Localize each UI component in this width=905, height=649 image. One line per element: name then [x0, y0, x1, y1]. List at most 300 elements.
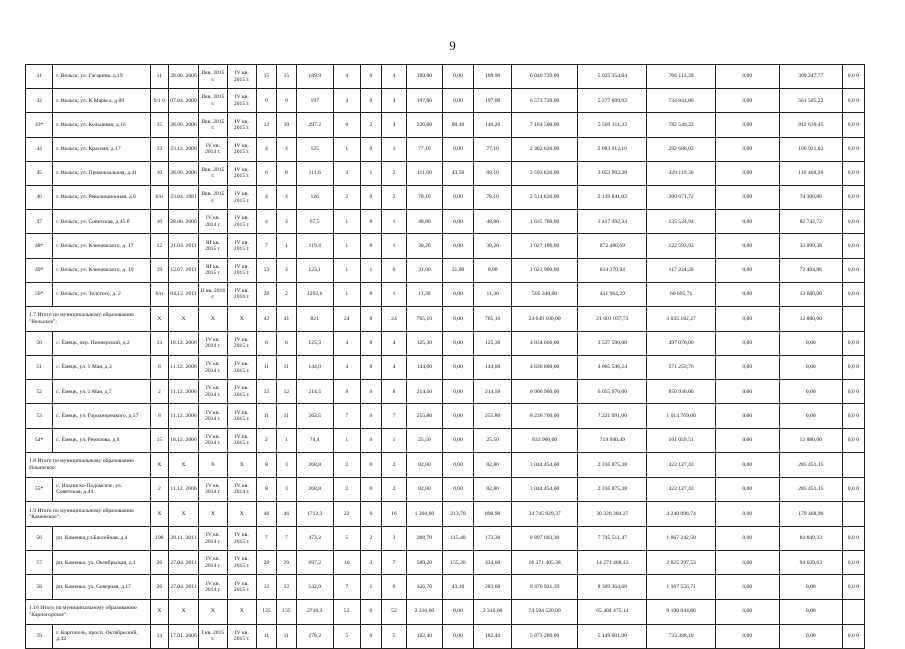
- table-cell: IV кв. 2015 г.: [227, 331, 256, 355]
- table-cell: 0,0 0: [842, 210, 864, 234]
- table-cell: X: [227, 306, 256, 331]
- table-cell: 1: [276, 428, 296, 452]
- table-cell: IIкв. 2015 г.: [199, 161, 227, 185]
- table-cell: 0,00: [715, 356, 779, 380]
- table-cell: 9: [256, 89, 276, 113]
- table-cell: 431 964,29: [578, 282, 647, 306]
- table-cell: 52: [333, 599, 360, 624]
- table-body: [26, 65, 865, 649]
- table-cell: 15: [256, 65, 276, 89]
- table-cell: 115,40: [442, 527, 474, 551]
- table-cell: 8: [333, 380, 360, 404]
- table-row: [26, 65, 865, 89]
- table-cell: 4: [276, 185, 296, 209]
- table-cell: 497 070,00: [647, 331, 715, 355]
- table-cell: 285 451,15: [779, 477, 842, 501]
- table-cell: 0: [360, 306, 381, 331]
- table-cell: 144,00: [407, 356, 443, 380]
- table-cell: 1: [360, 161, 381, 185]
- table-cell: 8: [150, 356, 168, 380]
- table-cell: 84 849,33: [779, 527, 842, 551]
- table-cell: 28.11. 2011: [168, 527, 198, 551]
- table-cell: 11,30: [407, 282, 443, 306]
- table-cell: 29: [256, 551, 276, 575]
- table-cell: 4: [256, 210, 276, 234]
- table-cell: 2 083 012,16: [578, 137, 647, 161]
- table-cell: 30,20: [474, 234, 512, 258]
- table-cell: 309 247,77: [779, 65, 842, 89]
- table-cell: IV кв. 2014 г.: [199, 477, 227, 501]
- table-cell: 6 055 970,00: [578, 380, 647, 404]
- table-cell: 21.04. 2011: [168, 234, 198, 258]
- table-cell: 0,00: [715, 210, 779, 234]
- table-cell: 821: [296, 306, 333, 331]
- table-row: [26, 527, 865, 551]
- table-row: [26, 428, 865, 452]
- table-cell: 0: [360, 404, 381, 428]
- table-cell: 1: [360, 258, 381, 282]
- table-cell: 0,0 0: [842, 428, 864, 452]
- table-cell: 60 695,71: [647, 282, 715, 306]
- table-cell: 26: [150, 551, 168, 575]
- table-cell: 16 371 405,38: [512, 551, 578, 575]
- table-cell: 82,80: [474, 452, 512, 477]
- table-cell: 4: [276, 137, 296, 161]
- subtotal-label: 1.9 Итого по муниципальному образованию "Каменское":: [26, 502, 151, 527]
- table-cell: 197: [296, 89, 333, 113]
- address-cell: с. Ильинско-Подомское, ул. Советская, д.44: [53, 477, 151, 501]
- table-cell: IV кв. 2014 г.: [199, 428, 227, 452]
- table-cell: 8: [381, 380, 406, 404]
- table-cell: 0,0 0: [842, 624, 864, 648]
- table-cell: 34 745 929,37: [512, 502, 578, 527]
- table-cell: 6: [276, 331, 296, 355]
- table-cell: 11: [256, 624, 276, 648]
- table-cell: 0: [360, 452, 381, 477]
- table-row: [26, 113, 865, 137]
- table-cell: 12: [256, 380, 276, 404]
- table-cell: 2 139 841,02: [578, 185, 647, 209]
- table-cell: 8 897 603,30: [512, 527, 578, 551]
- table-cell: 3: [276, 477, 296, 501]
- table-cell: 571 253,76: [647, 356, 715, 380]
- table-cell: IV кв. 2015 г.: [227, 161, 256, 185]
- table-cell: 0,00: [442, 404, 474, 428]
- table-cell: 0,00: [779, 575, 842, 599]
- table-cell: 0,00: [442, 65, 474, 89]
- table-cell: 2: [333, 185, 360, 209]
- table-cell: 27.04. 2011: [168, 575, 198, 599]
- table-cell: 561 505,22: [779, 89, 842, 113]
- table-cell: 3: [360, 551, 381, 575]
- table-cell: 24: [333, 306, 360, 331]
- table-cell: 11.12. 2006: [168, 380, 198, 404]
- table-cell: 0,00: [442, 477, 474, 501]
- table-cell: 15: [276, 65, 296, 89]
- table-cell: 14 271 468,12: [578, 551, 647, 575]
- row-number-cell: 47: [26, 210, 53, 234]
- table-cell: 135 534,94: [647, 210, 715, 234]
- table-cell: 123,1: [296, 258, 333, 282]
- table-cell: 5 873 280,00: [512, 624, 578, 648]
- table-cell: 74 306,86: [779, 185, 842, 209]
- table-cell: 4: [256, 137, 276, 161]
- table-cell: 10: [150, 210, 168, 234]
- table-cell: 2716,3: [296, 599, 333, 624]
- table-cell: 1 304,60: [407, 502, 443, 527]
- table-cell: 189.9: [296, 65, 333, 89]
- table-cell: 46: [276, 502, 296, 527]
- table-row: [26, 258, 865, 282]
- table-cell: 1: [381, 282, 406, 306]
- table-cell: 1: [333, 258, 360, 282]
- table-cell: 0,00: [715, 137, 779, 161]
- table-cell: 3: [276, 452, 296, 477]
- table-cell: 2: [381, 452, 406, 477]
- table-cell: 0,00: [779, 356, 842, 380]
- table-cell: 31,00: [442, 258, 474, 282]
- table-cell: 77,10: [407, 137, 443, 161]
- table-cell: 7: [256, 234, 276, 258]
- table-cell: 1: [333, 137, 360, 161]
- table-cell: 10: [150, 161, 168, 185]
- table-cell: 7: [333, 404, 360, 428]
- table-cell: 2 025 297,53: [647, 551, 715, 575]
- address-cell: г. Вельск, ул. Ключевского, д. 19: [53, 258, 151, 282]
- table-cell: 422 127,43: [647, 477, 715, 501]
- table-cell: 3 044 454,00: [512, 452, 578, 477]
- subtotal-label: 1.10 Итого по муниципальному образованию "Карпогорское":: [26, 599, 151, 624]
- table-cell: IV кв. 2015 г.: [227, 404, 256, 428]
- table-cell: 4: [381, 331, 406, 355]
- table-cell: 2: [360, 527, 381, 551]
- table-cell: 12.07. 2011: [168, 258, 198, 282]
- table-cell: 31,00: [407, 258, 443, 282]
- table-cell: 80,40: [442, 113, 474, 137]
- table-cell: 0,0 0: [842, 575, 864, 599]
- table-cell: 146,20: [474, 113, 512, 137]
- address-cell: г. Вельск, ул. К.Маркса, д.89: [53, 89, 151, 113]
- table-cell: 135: [256, 599, 276, 624]
- address-cell: рп. Каменка, ул. Северная, д.17: [53, 575, 151, 599]
- table-cell: 706 113,39: [647, 65, 715, 89]
- table-cell: 2: [256, 428, 276, 452]
- table-cell: 6 906 900,00: [512, 380, 578, 404]
- table-cell: 2: [381, 161, 406, 185]
- table-cell: IIкв. 2015 г.: [199, 65, 227, 89]
- table-cell: 0: [360, 89, 381, 113]
- row-number-cell: 57: [26, 551, 53, 575]
- table-cell: 2 514 820,00: [512, 185, 578, 209]
- table-row: [26, 331, 865, 355]
- table-cell: 10: [333, 551, 360, 575]
- table-cell: 1: [360, 575, 381, 599]
- subtotal-label: 1.8 Итого по муниципальному образованию Ильинское:: [26, 452, 151, 477]
- table-cell: IV кв. 2015 г.: [227, 137, 256, 161]
- row-number-cell: 56: [26, 527, 53, 551]
- table-cell: 0: [360, 624, 381, 648]
- table-cell: 7: [333, 575, 360, 599]
- table-cell: 4: [381, 89, 406, 113]
- table-cell: 3 593 820,00: [512, 161, 578, 185]
- table-cell: 125: [296, 137, 333, 161]
- table-cell: 125,30: [407, 331, 443, 355]
- row-number-cell: 45: [26, 161, 53, 185]
- table-cell: IV кв. 2015 г.: [227, 624, 256, 648]
- table-cell: 3 044 454,00: [512, 477, 578, 501]
- table-cell: IV кв. 2015 г.: [227, 258, 256, 282]
- table-cell: 13: [256, 258, 276, 282]
- table-cell: 6: [381, 575, 406, 599]
- table-cell: 4: [381, 113, 406, 137]
- table-cell: 94 639,63: [779, 551, 842, 575]
- table-cell: 2: [381, 185, 406, 209]
- table-cell: 292 686,02: [647, 137, 715, 161]
- table-cell: 48: [256, 502, 276, 527]
- table-cell: 111,60: [407, 161, 443, 185]
- table-cell: 9 190 044,86: [647, 599, 715, 624]
- table-cell: 0,00: [442, 89, 474, 113]
- table-cell: 0,0 0: [842, 234, 864, 258]
- table-cell: 0,00: [442, 624, 474, 648]
- table-cell: 2 316,60: [407, 599, 443, 624]
- table-cell: 5 569 311,33: [578, 113, 647, 137]
- row-number-cell: 58: [26, 575, 53, 599]
- table-row: [26, 575, 865, 599]
- table-cell: 0: [360, 137, 381, 161]
- table-cell: 0: [360, 65, 381, 89]
- table-cell: 13: [150, 331, 168, 355]
- table-cell: 2: [381, 477, 406, 501]
- table-cell: IIкв. 2015 г.: [199, 113, 227, 137]
- table-cell: X: [168, 502, 198, 527]
- table-cell: 0,00: [442, 282, 474, 306]
- row-number-cell: 46: [26, 185, 53, 209]
- row-number-cell: 42: [26, 89, 53, 113]
- table-cell: 23.04. 1981: [168, 185, 198, 209]
- table-cell: 0: [360, 210, 381, 234]
- table-cell: IIкв. 2015 г.: [199, 89, 227, 113]
- table-cell: 0,00: [442, 452, 474, 477]
- table-cell: 10: [276, 113, 296, 137]
- table-cell: 0,0 0: [842, 404, 864, 428]
- table-cell: IV кв. 2014 г.: [199, 380, 227, 404]
- table-cell: 78,10: [474, 185, 512, 209]
- table-cell: 15: [150, 428, 168, 452]
- table-cell: 0,00: [715, 234, 779, 258]
- table-cell: 65 404 475,14: [578, 599, 647, 624]
- table-cell: 2: [333, 477, 360, 501]
- table-cell: 214,50: [474, 380, 512, 404]
- table-cell: 278,2: [296, 624, 333, 648]
- table-cell: 144,0: [296, 356, 333, 380]
- table-cell: 0,0 0: [842, 137, 864, 161]
- table-cell: X: [168, 599, 198, 624]
- table-cell: II кв. 2016 г.: [199, 282, 227, 306]
- table-cell: 0,00: [715, 89, 779, 113]
- table-cell: 719 940,49: [578, 428, 647, 452]
- table-cell: 119.4: [296, 234, 333, 258]
- table-cell: 0,00: [715, 404, 779, 428]
- table-cell: 0,00: [715, 161, 779, 185]
- table-cell: 6: [360, 502, 381, 527]
- table-cell: 2: [150, 380, 168, 404]
- table-cell: 0: [360, 599, 381, 624]
- table-cell-empty: [842, 452, 864, 477]
- table-cell: 9: [276, 89, 296, 113]
- table-cell: 0,00: [442, 599, 474, 624]
- table-cell: 255,80: [474, 404, 512, 428]
- table-cell: 4 034 660,00: [512, 331, 578, 355]
- table-cell: 0,0 0: [842, 477, 864, 501]
- table-cell: 765,10: [474, 306, 512, 331]
- table-cell: IV кв. 2014 г.: [199, 137, 227, 161]
- table-cell: 8 309 364,68: [578, 575, 647, 599]
- table-cell: 0,00: [442, 428, 474, 452]
- table-cell: 4: [333, 331, 360, 355]
- table-cell: 189.90: [474, 65, 512, 89]
- table-cell: 13: [150, 137, 168, 161]
- table-cell: 0,0 0: [842, 282, 864, 306]
- address-cell: с. Ёмецк, пер. Пионерский, д.2: [53, 331, 151, 355]
- address-cell: с. Ёмецк, ул. 1 Мая, д.7: [53, 380, 151, 404]
- table-cell: 0,0 0: [842, 113, 864, 137]
- table-cell: X: [227, 452, 256, 477]
- table-cell: IV кв. 2014 г.: [199, 210, 227, 234]
- table-cell: IV кв. 2015 г.: [227, 185, 256, 209]
- table-cell: 6/н: [150, 282, 168, 306]
- table-cell: X: [199, 599, 227, 624]
- table-cell: 1712,3: [296, 502, 333, 527]
- table-cell: 27.04. 2011: [168, 551, 198, 575]
- table-cell: 7: [381, 404, 406, 428]
- table-cell: 1: [333, 282, 360, 306]
- table-cell: 2 336 875,38: [578, 452, 647, 477]
- table-cell: 11.12. 2006: [168, 356, 198, 380]
- table-cell: 1 027 180,00: [512, 234, 578, 258]
- table-cell: 0: [360, 477, 381, 501]
- table-cell: 9 476 921,39: [512, 575, 578, 599]
- table-cell: III кв. 2015 г.: [199, 234, 227, 258]
- table-cell: 890,90: [474, 502, 512, 527]
- table-cell: 0,0 0: [842, 161, 864, 185]
- table-cell: 8: [256, 452, 276, 477]
- address-cell: г. Вельск, ул. Революционная, д.6: [53, 185, 151, 209]
- table-cell: 0,00: [715, 185, 779, 209]
- table-cell: 422 127,43: [647, 452, 715, 477]
- table-cell: 74,4: [296, 428, 333, 452]
- table-cell: 0,00: [779, 599, 842, 624]
- table-cell: 0,00: [779, 331, 842, 355]
- table-cell: 110 468,26: [779, 161, 842, 185]
- table-cell: 283,60: [474, 575, 512, 599]
- table-cell: 0,00: [442, 234, 474, 258]
- table-cell: 1: [333, 210, 360, 234]
- table-cell: 6 573 720,00: [512, 89, 578, 113]
- table-cell: IV кв. 2014 г.: [199, 527, 227, 551]
- table-cell: 24: [381, 306, 406, 331]
- row-number-cell: 49*: [26, 258, 53, 282]
- table-cell: 542,9: [296, 575, 333, 599]
- table-cell: IV кв. 2015 г.: [227, 575, 256, 599]
- table-cell: 7: [381, 551, 406, 575]
- table-cell: 101 059,51: [647, 428, 715, 452]
- table-cell: IV кв. 2015 г.: [227, 89, 256, 113]
- table-cell: 0: [360, 380, 381, 404]
- table-cell: 0,00: [715, 599, 779, 624]
- table-cell: 0,0 0: [842, 89, 864, 113]
- table-cell: 18.12. 2006: [168, 428, 198, 452]
- row-number-cell: 43*: [26, 113, 53, 137]
- table-cell: 5 149 601,90: [578, 624, 647, 648]
- table-cell: 16: [381, 502, 406, 527]
- table-cell: 1: [381, 210, 406, 234]
- table-cell: IIкв. 2015 г.: [199, 185, 227, 209]
- table-cell: 3 053 992,38: [578, 161, 647, 185]
- address-cell: с. Ёмецк, ул. Городнорецкого, д.57: [53, 404, 151, 428]
- table-cell: 1 023 900,00: [512, 258, 578, 282]
- table-cell: 834 270,94: [578, 258, 647, 282]
- table-cell: 15: [150, 113, 168, 137]
- table-cell: 0: [360, 331, 381, 355]
- table-cell: 74 594 520,00: [512, 599, 578, 624]
- address-cell: г. Вельск, ул. Толстого, д. 2: [53, 282, 151, 306]
- table-cell: 1202,6: [296, 282, 333, 306]
- table-cell: 4 636 800,00: [512, 356, 578, 380]
- table-cell: 1: [381, 234, 406, 258]
- table-cell: I кв. 2015 г.: [199, 624, 227, 648]
- table-row: [26, 380, 865, 404]
- table-cell: 0,0 0: [842, 380, 864, 404]
- table-cell: IV кв. 2015 г.: [227, 551, 256, 575]
- table-cell: 17.01. 2006: [168, 624, 198, 648]
- table-cell: 126: [296, 185, 333, 209]
- address-cell: с. Ёмецк, ул. 1 Мая, д.3: [53, 356, 151, 380]
- table-cell: 872 486,69: [578, 234, 647, 258]
- table-cell: 32 099,38: [779, 234, 842, 258]
- table-cell: 0,00: [715, 258, 779, 282]
- table-row: [26, 210, 865, 234]
- table-cell: 0: [360, 185, 381, 209]
- table-cell: 0,00: [442, 356, 474, 380]
- table-cell: 0,00: [715, 428, 779, 452]
- table-cell: 67,5: [296, 210, 333, 234]
- row-number-cell: 54*: [26, 428, 53, 452]
- table-cell: 182,40: [407, 624, 443, 648]
- table-cell: 0,00: [715, 113, 779, 137]
- table-cell: 189.90: [407, 65, 443, 89]
- table-cell: 0,00: [715, 575, 779, 599]
- table-cell: 30,20: [407, 234, 443, 258]
- table-cell: 11: [276, 404, 296, 428]
- address-cell: г. Вельск, ул. Советская, д.45 б: [53, 210, 151, 234]
- table-cell: 6: [256, 331, 276, 355]
- table-cell: 8: [276, 161, 296, 185]
- table-cell: 0,0 0: [842, 356, 864, 380]
- table-cell: 262,5: [296, 404, 333, 428]
- table-cell: 144,00: [474, 356, 512, 380]
- subtotal-label: 1.7 Итого по муниципальному образованию "Вельское":: [26, 306, 151, 331]
- table-cell: 7 164 500,00: [512, 113, 578, 137]
- table-cell: 1 014 769,00: [647, 404, 715, 428]
- row-number-cell: 41: [26, 65, 53, 89]
- table-cell: 26: [150, 575, 168, 599]
- table-cell: 43,10: [442, 575, 474, 599]
- table-cell: X: [150, 306, 168, 331]
- row-number-cell: 59: [26, 624, 53, 648]
- table-cell: 6/н: [150, 185, 168, 209]
- table-cell: 11: [276, 624, 296, 648]
